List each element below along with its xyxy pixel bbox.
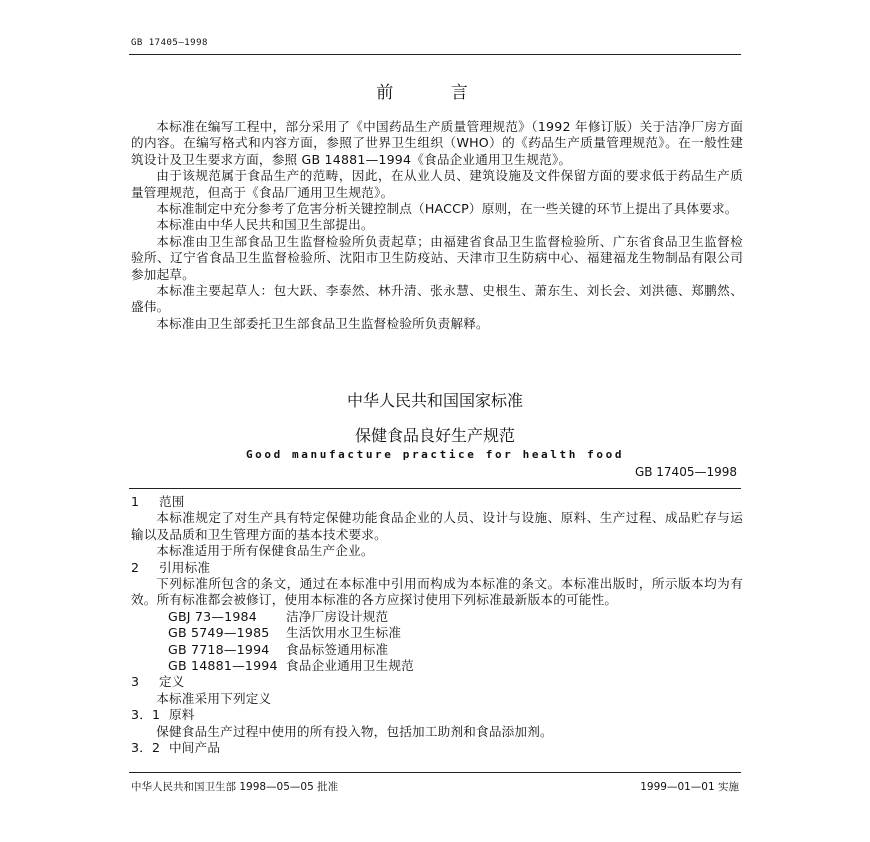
subsection-heading-intermediate xyxy=(131,740,743,756)
section-heading-references xyxy=(131,560,743,576)
section-paragraph: 保健食品生产过程中使用的所有投入物，包括加工助剂和食品添加剂。 xyxy=(156,723,553,739)
standard-subject: 保健食品良好生产规范 xyxy=(354,426,515,445)
footer-rule xyxy=(129,772,741,773)
reference-item xyxy=(131,642,743,658)
section-number: 1 xyxy=(131,494,140,509)
foreword-paragraph: 本标准在编写工程中，部分采用了《中国药品生产质量管理规范》（1992 年修订版）关于洁净厂房方面的内容。在编写格式和内容方面，参照了世界卫生组织（WHO）的《药品生产质量管理规范》。在一般性建筑设计及卫生要求方面，参照 GB 14881—1994《食品企业通用卫生规范》。 xyxy=(131,119,743,167)
standard-name: 中华人民共和国国家标准 xyxy=(346,391,523,410)
section-heading-definitions xyxy=(131,674,743,690)
header-standard-code: GB 17405—1998 xyxy=(131,38,208,48)
section-number: 3．1 xyxy=(131,707,161,723)
standard-english-title: Good manufacture practice for health food xyxy=(245,448,625,461)
section-paragraph: 本标准采用下列定义 xyxy=(156,690,272,706)
section-number: 2 xyxy=(131,559,140,575)
approval-note: 中华人民共和国卫生部 1998—05—05 批准 xyxy=(131,781,339,793)
section-paragraph: 本标准规定了对生产具有特定保健功能食品企业的人员、设计与设施、原料、生产过程、成品贮存与运输以及品质和卫生管理方面的基本技术要求。 xyxy=(131,510,743,542)
section-title: 引用标准 xyxy=(159,559,211,575)
section-title: 定义 xyxy=(159,674,185,690)
foreword-body xyxy=(131,119,743,332)
section-paragraph: 下列标准所包含的条文，通过在本标准中引用而构成为本标准的条文。本标准出版时，所示版本均为有效。所有标准都会被修订，使用本标准的各方应探讨使用下列标准最新版本的可能性。 xyxy=(131,576,743,608)
section-title: 原料 xyxy=(169,707,195,723)
foreword-paragraph: 本标准由卫生部食品卫生监督检验所负责起草；由福建省食品卫生监督检验所、广东省食品卫生监督检验所、辽宁省食品卫生监督检验所、沈阳市卫生防疫站、天津市卫生防病中心、福建福龙生物制品有限公司参加起草。 xyxy=(131,233,743,282)
reference-code: GBJ 73—1984 xyxy=(168,608,257,624)
standard-content xyxy=(131,494,743,757)
foreword-paragraph: 本标准制定中充分参考了危害分析关键控制点（HACCP）原则，在一些关键的环节上提出了具体要求。 xyxy=(156,201,738,217)
reference-code: GB 5749—1985 xyxy=(168,625,270,641)
reference-code: GB 14881—1994 xyxy=(168,658,278,674)
foreword-paragraph: 本标准由中华人民共和国卫生部提出。 xyxy=(156,217,374,233)
reference-title: 洁净厂房设计规范 xyxy=(286,608,389,624)
reference-title: 食品企业通用卫生规范 xyxy=(286,658,414,674)
reference-code: GB 7718—1994 xyxy=(168,641,270,657)
reference-title: 食品标签通用标准 xyxy=(286,641,389,657)
section-title: 中间产品 xyxy=(169,740,221,756)
foreword-paragraph: 由于该规范属于食品生产的范畴，因此，在从业人员、建筑设施及文件保留方面的要求低于药品生产质量管理规范，但高于《食品厂通用卫生规范》。 xyxy=(131,168,743,200)
reference-title: 生活饮用水卫生标准 xyxy=(286,625,402,641)
foreword-title: 前 言 xyxy=(376,83,494,103)
section-number: 3．2 xyxy=(131,740,161,756)
section-number: 3 xyxy=(131,674,140,690)
reference-item xyxy=(131,625,743,641)
foreword-paragraph: 本标准主要起草人：包大跃、李泰然、林升清、张永慧、史根生、萧东生、刘长会、刘洪德、郑鹏然、盛伟。 xyxy=(131,283,743,315)
section-heading-scope xyxy=(131,494,743,510)
standard-code: GB 17405—1998 xyxy=(634,465,737,479)
header-rule xyxy=(129,54,741,55)
effective-date-note: 1999—01—01 实施 xyxy=(640,781,739,793)
subsection-heading-raw-materials xyxy=(131,707,743,723)
reference-item xyxy=(131,658,743,674)
foreword-paragraph: 本标准由卫生部委托卫生部食品卫生监督检验所负责解释。 xyxy=(156,315,489,331)
section-paragraph: 本标准适用于所有保健食品生产企业。 xyxy=(156,543,374,559)
reference-item xyxy=(131,609,743,625)
section-title: 范围 xyxy=(159,494,185,509)
title-rule xyxy=(129,488,741,489)
